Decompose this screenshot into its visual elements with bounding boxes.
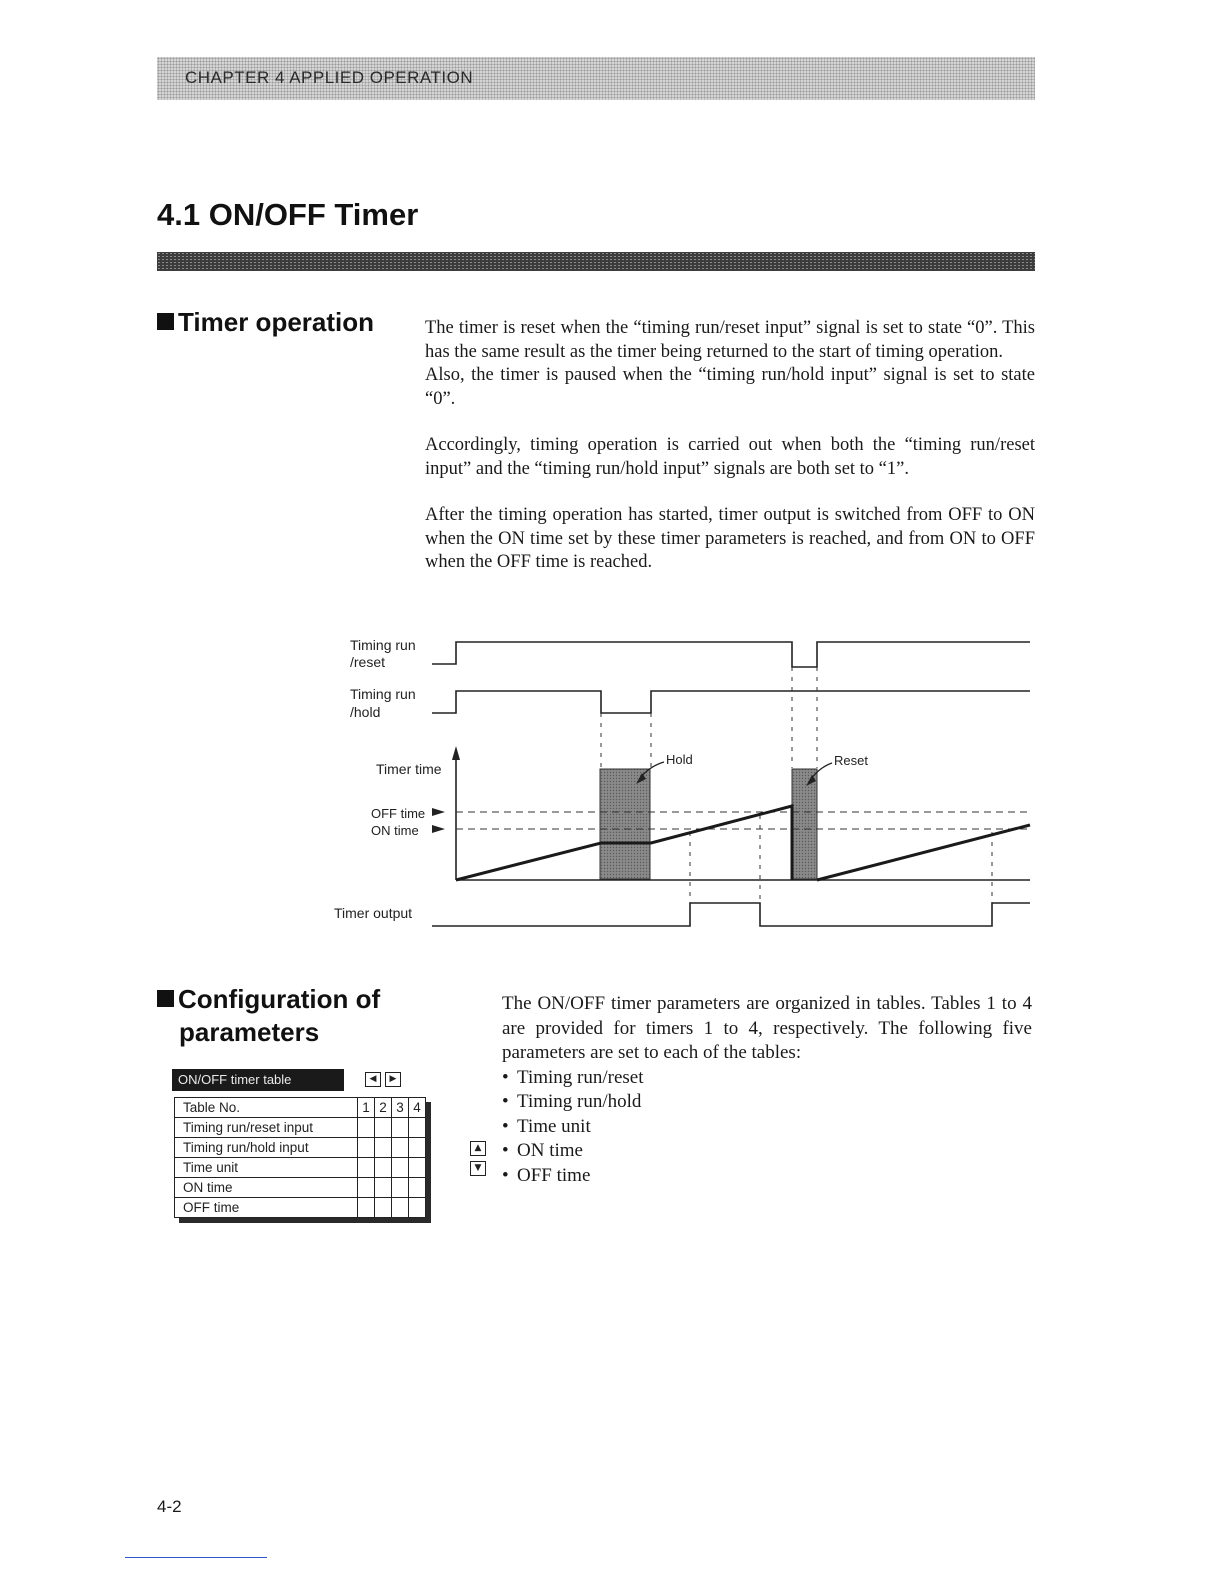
label-run-reset-line1: Timing run <box>350 637 416 653</box>
parameter-list <box>502 1066 1032 1189</box>
paragraph: Accordingly, timing operation is carried out when both the “timing run/reset input” and the “timing run/hold input” signals are both set to “1”. <box>425 435 1035 479</box>
list-item: • Time unit <box>502 1115 1032 1140</box>
row-label: ON time <box>175 1178 358 1198</box>
next-table-button[interactable]: ▶ <box>385 1072 401 1087</box>
table-cell[interactable] <box>375 1158 392 1178</box>
list-item: • ON time <box>502 1139 1032 1164</box>
table-header-label: Table No. <box>175 1098 358 1118</box>
label-reset: Reset <box>834 753 868 768</box>
list-item: • OFF time <box>502 1164 1032 1189</box>
timer-operation-heading-text: Timer operation <box>178 307 375 337</box>
label-run-hold-line1: Timing run <box>350 686 416 702</box>
column-header[interactable]: 2 <box>375 1098 392 1118</box>
prev-table-button[interactable]: ◀ <box>365 1072 381 1087</box>
table-row <box>175 1118 426 1138</box>
table-cell[interactable] <box>392 1118 409 1138</box>
label-on-time: ON time <box>371 823 419 838</box>
table-cell[interactable] <box>392 1198 409 1218</box>
table-cell[interactable] <box>409 1178 426 1198</box>
table-row <box>175 1158 426 1178</box>
hold-region <box>600 769 650 879</box>
table-row <box>175 1198 426 1218</box>
table-title: ON/OFF timer table <box>172 1069 344 1091</box>
table-cell[interactable] <box>358 1198 375 1218</box>
paragraph: After the timing operation has started, timer output is switched from OFF to ON when the ON time set by these timer parameters is reached, and from ON to OFF when the OFF time is reached. <box>425 505 1035 572</box>
configuration-text <box>502 992 1032 1188</box>
row-label: Timing run/reset input <box>175 1118 358 1138</box>
scroll-up-button[interactable]: ▲ <box>470 1141 486 1156</box>
table-cell[interactable] <box>409 1138 426 1158</box>
scroll-down-button[interactable]: ▼ <box>470 1161 486 1176</box>
axis-arrow-icon <box>452 746 460 760</box>
parameter-table <box>174 1097 426 1218</box>
chapter-label: CHAPTER 4 APPLIED OPERATION <box>185 68 474 87</box>
row-label: Timing run/hold input <box>175 1138 358 1158</box>
on-time-marker-icon <box>432 825 445 833</box>
table-cell[interactable] <box>392 1178 409 1198</box>
table-cell[interactable] <box>392 1158 409 1178</box>
table-row <box>175 1098 426 1118</box>
configuration-heading <box>157 983 380 1049</box>
run-reset-signal <box>432 642 1030 667</box>
run-hold-signal <box>432 691 1030 713</box>
table-cell[interactable] <box>409 1198 426 1218</box>
label-run-reset-line2: /reset <box>350 654 386 670</box>
configuration-intro: The ON/OFF timer parameters are organized in tables. Tables 1 to 4 are provided for timers 1 to 4, respectively. The following five parameters are set to each of the tables: <box>502 993 1032 1063</box>
label-off-time: OFF time <box>371 806 426 821</box>
list-item: • Timing run/hold <box>502 1090 1032 1115</box>
table-cell[interactable] <box>375 1138 392 1158</box>
table-cell[interactable] <box>409 1158 426 1178</box>
column-header[interactable]: 4 <box>409 1098 426 1118</box>
configuration-heading-line1: Configuration of <box>178 984 381 1014</box>
list-item: • Timing run/reset <box>502 1066 1032 1091</box>
bullet-square-icon <box>157 990 174 1007</box>
reset-region <box>792 769 817 879</box>
table-row <box>175 1138 426 1158</box>
off-time-marker-icon <box>432 808 445 816</box>
footer-line <box>125 1557 267 1558</box>
column-header[interactable]: 3 <box>392 1098 409 1118</box>
table-cell[interactable] <box>375 1198 392 1218</box>
configuration-heading-line2: parameters <box>179 1017 320 1047</box>
row-label: OFF time <box>175 1198 358 1218</box>
table-cell[interactable] <box>358 1118 375 1138</box>
column-header[interactable]: 1 <box>358 1098 375 1118</box>
timer-ramp-2 <box>817 825 1030 880</box>
table-row <box>175 1178 426 1198</box>
paragraph: The timer is reset when the “timing run/reset input” signal is set to state “0”. This has the same result as the timer being returned to the start of timing operation. <box>425 318 1035 362</box>
table-cell[interactable] <box>358 1178 375 1198</box>
table-cell[interactable] <box>375 1178 392 1198</box>
paragraph: Also, the timer is paused when the “timing run/hold input” signal is set to state “0”. <box>425 365 1035 409</box>
table-cell[interactable] <box>358 1138 375 1158</box>
table-cell[interactable] <box>409 1118 426 1138</box>
page-number: 4-2 <box>157 1497 182 1516</box>
table-cell[interactable] <box>358 1158 375 1178</box>
label-timer-time: Timer time <box>376 761 442 777</box>
label-timer-output: Timer output <box>334 905 413 921</box>
row-label: Time unit <box>175 1158 358 1178</box>
label-hold: Hold <box>666 752 693 767</box>
section-title: 4.1 ON/OFF Timer <box>157 197 419 232</box>
table-cell[interactable] <box>392 1138 409 1158</box>
label-run-hold-line2: /hold <box>350 704 381 720</box>
table-cell[interactable] <box>375 1118 392 1138</box>
timer-output-signal <box>432 903 1030 926</box>
